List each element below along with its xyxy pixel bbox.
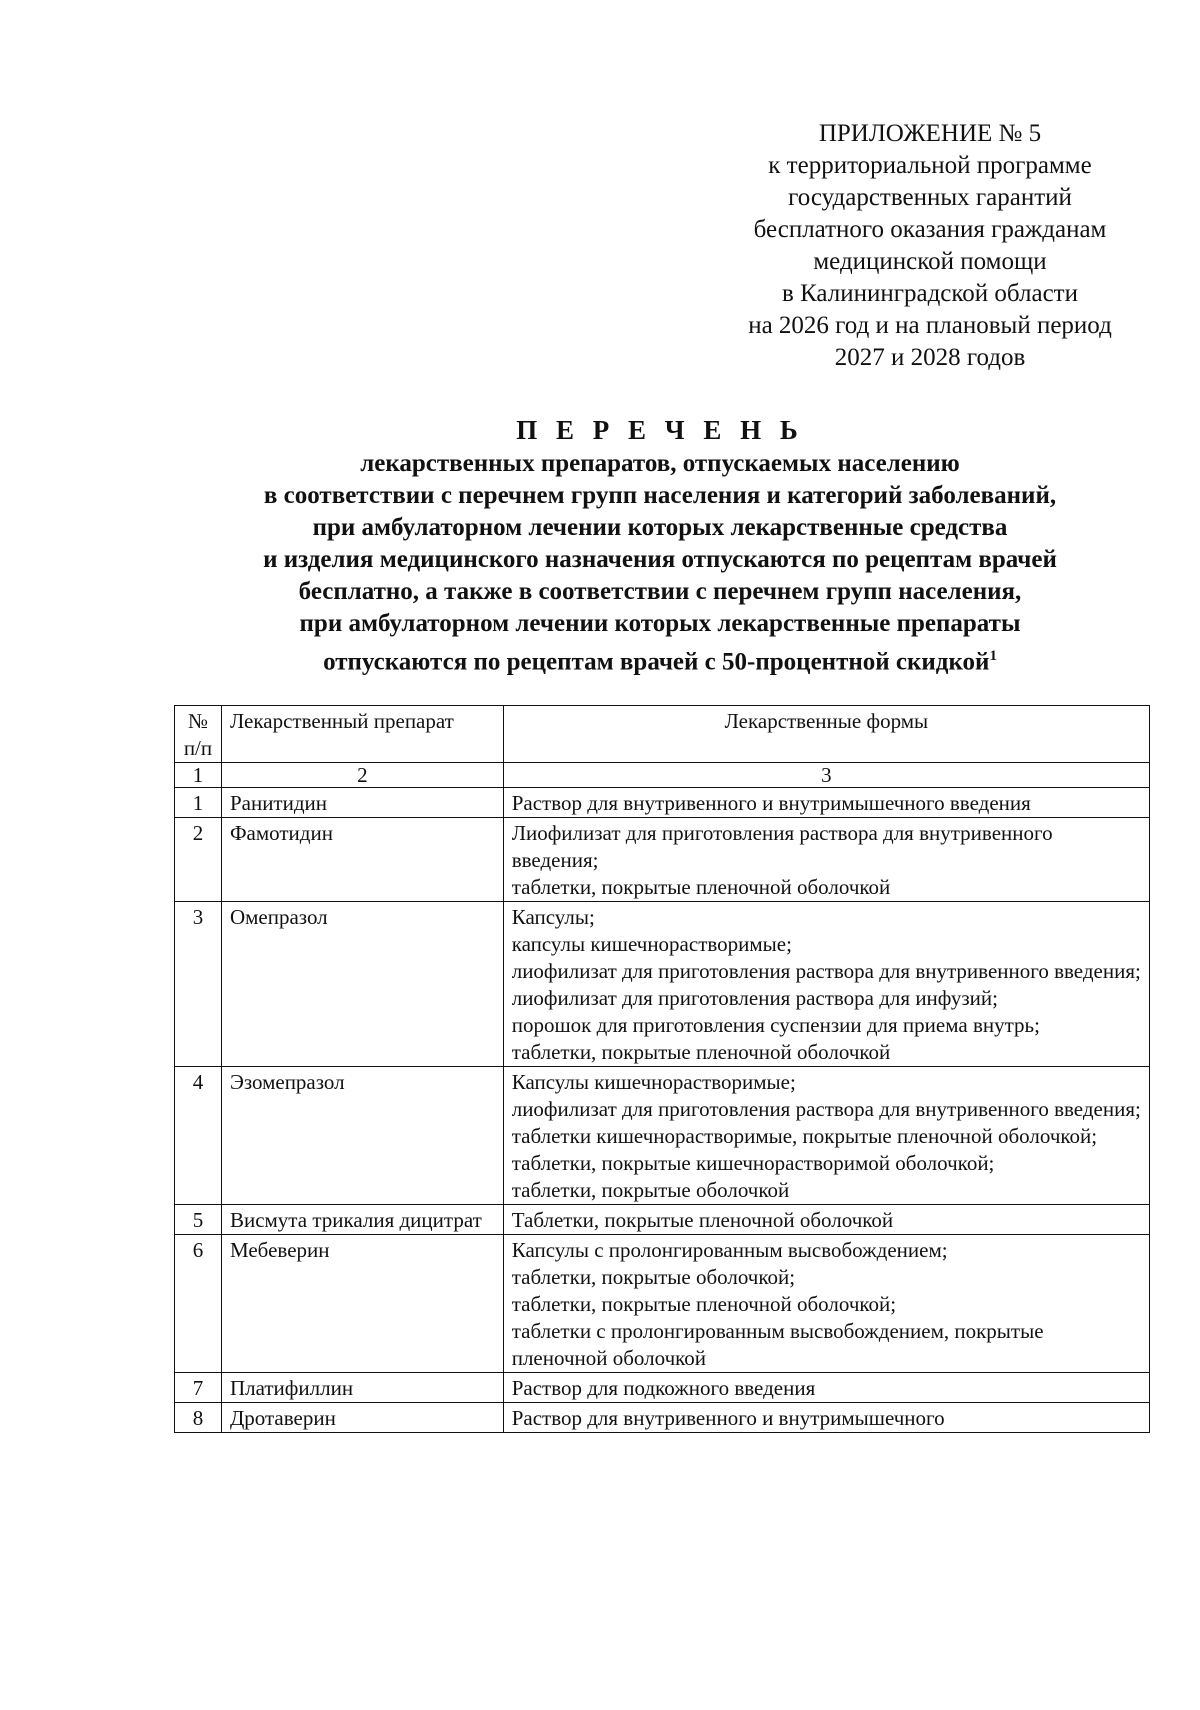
heading-line-last bbox=[150, 640, 1170, 678]
drug-name: Платифиллин bbox=[221, 1373, 503, 1403]
heading-line: в соответствии с перечнем групп населения и категорий заболеваний, bbox=[263, 482, 1057, 509]
row-number: 7 bbox=[175, 1373, 222, 1403]
drug-forms bbox=[503, 1235, 1149, 1373]
table-row bbox=[175, 1205, 1150, 1235]
heading-line: бесплатно, а также в соответствии с перечнем групп населения, bbox=[298, 578, 1022, 605]
table-row bbox=[175, 1235, 1150, 1373]
document-title: П Е Р Е Ч Е Н Ь bbox=[516, 415, 804, 445]
drug-name: Эзомепразол bbox=[221, 1067, 503, 1205]
drug-form: таблетки, покрытые оболочкой; bbox=[511, 1265, 796, 1289]
drug-forms bbox=[503, 902, 1149, 1067]
drug-form: Лиофилизат для приготовления раствора для внутривенного введения; bbox=[511, 821, 1053, 872]
column-number: 3 bbox=[503, 763, 1149, 788]
drug-form: Капсулы с пролонгированным высвобождением; bbox=[511, 1238, 948, 1262]
column-numbers-row bbox=[175, 763, 1150, 788]
drug-form: таблетки с пролонгированным высвобождением, покрытые пленочной оболочкой bbox=[511, 1319, 1044, 1370]
appendix-line: государственных гарантий bbox=[788, 184, 1072, 211]
drug-forms bbox=[503, 1067, 1149, 1205]
drugs-table bbox=[174, 705, 1150, 1433]
heading-line: и изделия медицинского назначения отпускаются по рецептам врачей bbox=[263, 546, 1057, 573]
drug-form: Таблетки, покрытые пленочной оболочкой bbox=[511, 1208, 894, 1232]
table-row bbox=[175, 818, 1150, 902]
table-header-row bbox=[175, 706, 1150, 763]
row-number: 2 bbox=[175, 818, 222, 902]
row-number: 1 bbox=[175, 788, 222, 818]
drug-form: лиофилизат для приготовления раствора для инфузий; bbox=[511, 986, 998, 1010]
appendix-line: 2027 и 2028 годов bbox=[834, 344, 1026, 371]
appendix-line: медицинской помощи bbox=[813, 248, 1047, 275]
table-row bbox=[175, 902, 1150, 1067]
drug-name: Мебеверин bbox=[221, 1235, 503, 1373]
appendix-line: бесплатного оказания гражданам bbox=[753, 216, 1107, 243]
drug-name: Дротаверин bbox=[221, 1403, 503, 1433]
drug-form: Раствор для внутривенного и внутримышечного bbox=[511, 1406, 945, 1430]
table-row bbox=[175, 1403, 1150, 1433]
drug-form: таблетки, покрытые пленочной оболочкой bbox=[511, 1040, 891, 1064]
heading-line: лекарственных препаратов, отпускаемых населению bbox=[360, 450, 960, 477]
drug-forms bbox=[503, 788, 1149, 818]
drug-form: таблетки, покрытые пленочной оболочкой bbox=[511, 875, 891, 899]
header-number: № п/п bbox=[175, 706, 222, 763]
drug-form: капсулы кишечнорастворимые; bbox=[511, 932, 792, 956]
column-number: 2 bbox=[221, 763, 503, 788]
drug-form: лиофилизат для приготовления раствора для внутривенного введения; bbox=[511, 959, 1141, 983]
table-row bbox=[175, 788, 1150, 818]
heading-line: при амбулаторном лечении которых лекарственные препараты bbox=[299, 610, 1021, 637]
drug-name: Ранитидин bbox=[221, 788, 503, 818]
drug-name: Фамотидин bbox=[221, 818, 503, 902]
drug-form: Раствор для внутривенного и внутримышечного введения bbox=[511, 791, 1031, 815]
drug-form: порошок для приготовления суспензии для приема внутрь; bbox=[511, 1013, 1040, 1037]
drug-form: Капсулы; bbox=[511, 905, 595, 929]
drug-forms bbox=[503, 1373, 1149, 1403]
drug-form: таблетки кишечнорастворимые, покрытые пленочной оболочкой; bbox=[511, 1124, 1098, 1148]
drug-form: таблетки, покрытые кишечнорастворимой оболочкой; bbox=[511, 1151, 995, 1175]
drug-form: таблетки, покрытые пленочной оболочкой; bbox=[511, 1292, 897, 1316]
table-row bbox=[175, 1067, 1150, 1205]
heading-line: при амбулаторном лечении которых лекарственные средства bbox=[312, 514, 1008, 541]
document-heading bbox=[150, 412, 1170, 678]
drug-form: Капсулы кишечнорастворимые; bbox=[511, 1070, 796, 1094]
appendix-title: ПРИЛОЖЕНИЕ № 5 bbox=[818, 120, 1042, 147]
drug-form: лиофилизат для приготовления раствора для внутривенного введения; bbox=[511, 1097, 1141, 1121]
row-number: 4 bbox=[175, 1067, 222, 1205]
row-number: 3 bbox=[175, 902, 222, 1067]
appendix-block bbox=[700, 118, 1160, 374]
appendix-line: в Калининградской области bbox=[782, 280, 1078, 307]
drug-forms bbox=[503, 1403, 1149, 1433]
drug-form: Раствор для подкожного введения bbox=[511, 1376, 816, 1400]
appendix-line: на 2026 год и на плановый период bbox=[748, 312, 1112, 339]
heading-line-text: отпускаются по рецептам врачей с 50-процентной скидкой bbox=[323, 648, 990, 676]
row-number: 8 bbox=[175, 1403, 222, 1433]
appendix-line: к территориальной программе bbox=[768, 152, 1092, 179]
column-number: 1 bbox=[175, 763, 222, 788]
table-row bbox=[175, 1373, 1150, 1403]
drug-name: Висмута трикалия дицитрат bbox=[221, 1205, 503, 1235]
header-forms: Лекарственные формы bbox=[503, 706, 1149, 763]
drug-form: таблетки, покрытые оболочкой bbox=[511, 1178, 790, 1202]
footnote-mark: 1 bbox=[989, 648, 997, 664]
row-number: 6 bbox=[175, 1235, 222, 1373]
drug-forms bbox=[503, 1205, 1149, 1235]
drug-name: Омепразол bbox=[221, 902, 503, 1067]
drug-forms bbox=[503, 818, 1149, 902]
header-drug: Лекарственный препарат bbox=[221, 706, 503, 763]
row-number: 5 bbox=[175, 1205, 222, 1235]
